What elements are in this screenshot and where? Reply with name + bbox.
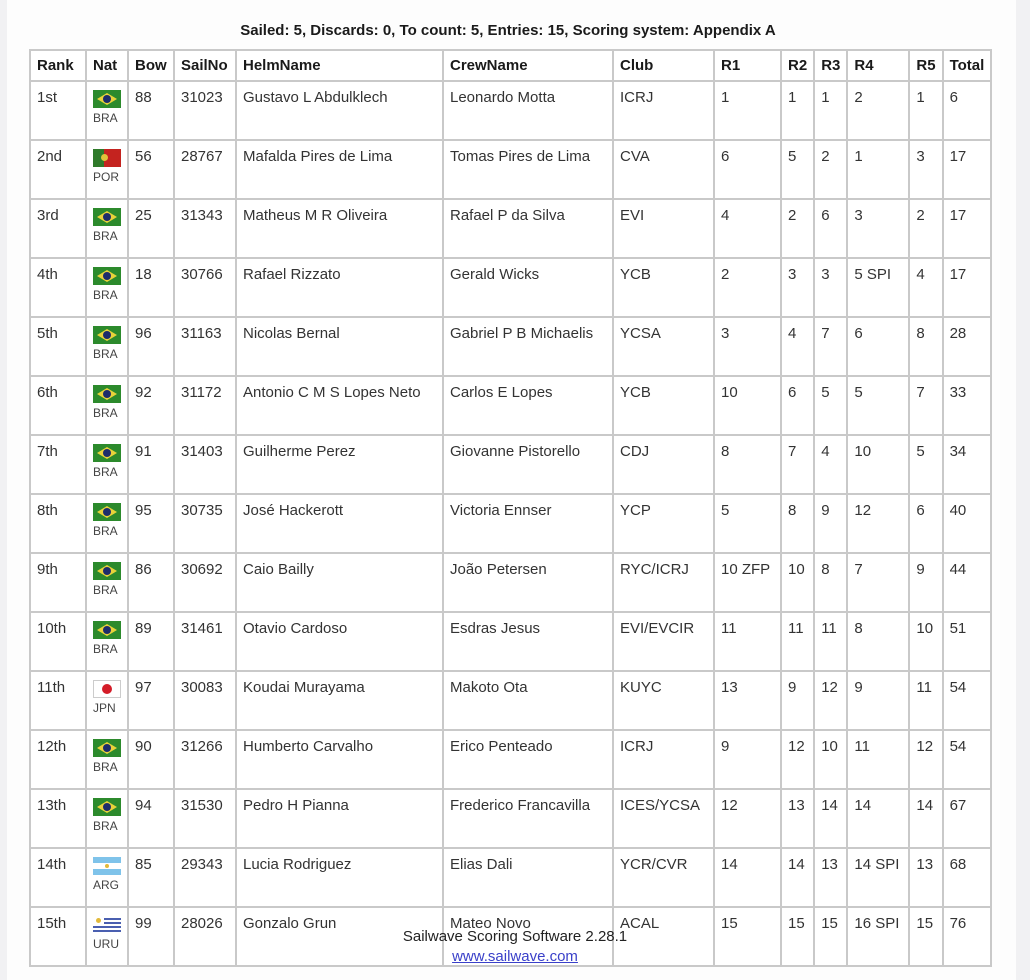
cell-r2: 13 (781, 789, 814, 848)
results-table (29, 49, 992, 967)
cell-sailno: 31403 (174, 435, 236, 494)
cell-r1: 12 (714, 789, 781, 848)
cell-r1: 1 (714, 81, 781, 140)
column-header-crewname: CrewName (443, 50, 613, 81)
cell-club: CDJ (613, 435, 714, 494)
cell-club: ICRJ (613, 81, 714, 140)
cell-r3: 3 (814, 258, 847, 317)
cell-sailno: 31461 (174, 612, 236, 671)
cell-bow: 56 (128, 140, 174, 199)
cell-crew: Esdras Jesus (443, 612, 613, 671)
cell-rank: 13th (30, 789, 86, 848)
cell-r1: 10 ZFP (714, 553, 781, 612)
table-row (30, 671, 991, 730)
cell-r3: 5 (814, 376, 847, 435)
cell-bow: 25 (128, 199, 174, 258)
cell-crew: Elias Dali (443, 848, 613, 907)
cell-crew: Rafael P da Silva (443, 199, 613, 258)
cell-helm: Gonzalo Grun (236, 907, 443, 966)
cell-crew: Victoria Ennser (443, 494, 613, 553)
cell-total: 34 (943, 435, 992, 494)
cell-r2: 11 (781, 612, 814, 671)
cell-helm: Pedro H Pianna (236, 789, 443, 848)
brazil-flag-icon (93, 385, 121, 403)
cell-rank: 8th (30, 494, 86, 553)
brazil-flag-icon (93, 621, 121, 639)
column-header-sailno: SailNo (174, 50, 236, 81)
cell-total: 51 (943, 612, 992, 671)
cell-r2: 15 (781, 907, 814, 966)
argentina-flag-icon (93, 857, 121, 875)
table-row (30, 81, 991, 140)
cell-rank: 15th (30, 907, 86, 966)
cell-total: 28 (943, 317, 992, 376)
cell-rank: 12th (30, 730, 86, 789)
cell-total: 76 (943, 907, 992, 966)
column-header-r1: R1 (714, 50, 781, 81)
portugal-flag-icon (93, 149, 121, 167)
cell-crew: Makoto Ota (443, 671, 613, 730)
nation-code: BRA (93, 760, 118, 774)
cell-rank: 6th (30, 376, 86, 435)
cell-r3: 13 (814, 848, 847, 907)
cell-r2: 4 (781, 317, 814, 376)
nation-code: POR (93, 170, 120, 184)
cell-r5: 1 (909, 81, 942, 140)
column-header-total: Total (943, 50, 992, 81)
cell-helm: Antonio C M S Lopes Neto (236, 376, 443, 435)
cell-crew: Giovanne Pistorello (443, 435, 613, 494)
cell-helm: Caio Bailly (236, 553, 443, 612)
cell-crew: Leonardo Motta (443, 81, 613, 140)
cell-r3: 8 (814, 553, 847, 612)
cell-nat (86, 494, 128, 553)
cell-r4: 7 (847, 553, 909, 612)
nation-code: BRA (93, 111, 118, 125)
cell-nat (86, 81, 128, 140)
regatta-summary: Sailed: 5, Discards: 0, To count: 5, Entries: 15, Scoring system: Appendix A (240, 22, 776, 39)
cell-r4: 2 (847, 81, 909, 140)
column-header-helmname: HelmName (236, 50, 443, 81)
cell-helm: Matheus M R Oliveira (236, 199, 443, 258)
cell-r5: 8 (909, 317, 942, 376)
cell-bow: 99 (128, 907, 174, 966)
cell-r2: 3 (781, 258, 814, 317)
cell-r2: 7 (781, 435, 814, 494)
nation-code: ARG (93, 878, 120, 892)
cell-r5: 11 (909, 671, 942, 730)
brazil-flag-icon (93, 208, 121, 226)
cell-nat (86, 376, 128, 435)
cell-r5: 10 (909, 612, 942, 671)
cell-r4: 6 (847, 317, 909, 376)
cell-bow: 92 (128, 376, 174, 435)
cell-total: 6 (943, 81, 992, 140)
cell-r2: 1 (781, 81, 814, 140)
cell-bow: 90 (128, 730, 174, 789)
nation-code: BRA (93, 524, 118, 538)
table-row (30, 848, 991, 907)
cell-r5: 5 (909, 435, 942, 494)
cell-nat (86, 848, 128, 907)
cell-r5: 12 (909, 730, 942, 789)
nation-code: BRA (93, 229, 118, 243)
cell-r2: 2 (781, 199, 814, 258)
cell-bow: 88 (128, 81, 174, 140)
cell-helm: Humberto Carvalho (236, 730, 443, 789)
table-row (30, 140, 991, 199)
cell-crew: Frederico Francavilla (443, 789, 613, 848)
cell-r3: 11 (814, 612, 847, 671)
cell-sailno: 31163 (174, 317, 236, 376)
results-body (30, 81, 991, 966)
cell-nat (86, 258, 128, 317)
sailwave-link[interactable]: www.sailwave.com (452, 948, 578, 965)
cell-crew: Mateo Novo (443, 907, 613, 966)
cell-total: 17 (943, 199, 992, 258)
cell-bow: 18 (128, 258, 174, 317)
nation-code: BRA (93, 642, 118, 656)
nation-code: BRA (93, 288, 118, 302)
cell-nat (86, 612, 128, 671)
cell-r5: 9 (909, 553, 942, 612)
cell-nat (86, 317, 128, 376)
cell-r4: 14 (847, 789, 909, 848)
cell-bow: 94 (128, 789, 174, 848)
table-row (30, 199, 991, 258)
cell-r1: 4 (714, 199, 781, 258)
nation-code: BRA (93, 465, 118, 479)
cell-rank: 2nd (30, 140, 86, 199)
cell-r2: 14 (781, 848, 814, 907)
nation-code: BRA (93, 347, 118, 361)
cell-club: YCB (613, 258, 714, 317)
cell-crew: Carlos E Lopes (443, 376, 613, 435)
cell-total: 17 (943, 140, 992, 199)
cell-r4: 1 (847, 140, 909, 199)
cell-helm: Lucia Rodriguez (236, 848, 443, 907)
table-row (30, 789, 991, 848)
cell-bow: 89 (128, 612, 174, 671)
cell-total: 44 (943, 553, 992, 612)
cell-rank: 9th (30, 553, 86, 612)
cell-helm: Nicolas Bernal (236, 317, 443, 376)
cell-rank: 11th (30, 671, 86, 730)
cell-nat (86, 730, 128, 789)
cell-r4: 9 (847, 671, 909, 730)
cell-r4: 12 (847, 494, 909, 553)
cell-r4: 10 (847, 435, 909, 494)
cell-r4: 16 SPI (847, 907, 909, 966)
column-header-r5: R5 (909, 50, 942, 81)
cell-sailno: 30735 (174, 494, 236, 553)
cell-crew: João Petersen (443, 553, 613, 612)
cell-helm: Koudai Murayama (236, 671, 443, 730)
cell-sailno: 31343 (174, 199, 236, 258)
cell-r4: 8 (847, 612, 909, 671)
cell-sailno: 30692 (174, 553, 236, 612)
table-row (30, 435, 991, 494)
table-row (30, 317, 991, 376)
cell-sailno: 31172 (174, 376, 236, 435)
cell-r3: 12 (814, 671, 847, 730)
cell-r5: 6 (909, 494, 942, 553)
cell-rank: 4th (30, 258, 86, 317)
brazil-flag-icon (93, 739, 121, 757)
cell-nat (86, 140, 128, 199)
cell-rank: 14th (30, 848, 86, 907)
cell-sailno: 30083 (174, 671, 236, 730)
cell-bow: 97 (128, 671, 174, 730)
cell-crew: Gerald Wicks (443, 258, 613, 317)
cell-r2: 12 (781, 730, 814, 789)
cell-sailno: 30766 (174, 258, 236, 317)
cell-club: CVA (613, 140, 714, 199)
cell-r3: 10 (814, 730, 847, 789)
software-credit: Sailwave Scoring Software 2.28.1 (402, 928, 628, 945)
cell-r2: 6 (781, 376, 814, 435)
cell-total: 40 (943, 494, 992, 553)
column-header-bow: Bow (128, 50, 174, 81)
cell-sailno: 31266 (174, 730, 236, 789)
nation-code: BRA (93, 819, 118, 833)
cell-r4: 5 (847, 376, 909, 435)
column-header-r4: R4 (847, 50, 909, 81)
cell-helm: José Hackerott (236, 494, 443, 553)
cell-nat (86, 671, 128, 730)
cell-r1: 10 (714, 376, 781, 435)
cell-r1: 3 (714, 317, 781, 376)
cell-helm: Otavio Cardoso (236, 612, 443, 671)
cell-r4: 5 SPI (847, 258, 909, 317)
cell-r1: 11 (714, 612, 781, 671)
cell-r5: 14 (909, 789, 942, 848)
cell-helm: Gustavo L Abdulklech (236, 81, 443, 140)
brazil-flag-icon (93, 326, 121, 344)
table-row (30, 553, 991, 612)
cell-r1: 2 (714, 258, 781, 317)
cell-r1: 13 (714, 671, 781, 730)
cell-nat (86, 553, 128, 612)
cell-sailno: 31023 (174, 81, 236, 140)
cell-helm: Mafalda Pires de Lima (236, 140, 443, 199)
column-header-r2: R2 (781, 50, 814, 81)
cell-r2: 5 (781, 140, 814, 199)
cell-sailno: 28026 (174, 907, 236, 966)
cell-r2: 10 (781, 553, 814, 612)
cell-club: YCP (613, 494, 714, 553)
cell-bow: 91 (128, 435, 174, 494)
cell-r3: 4 (814, 435, 847, 494)
cell-r5: 2 (909, 199, 942, 258)
table-row (30, 494, 991, 553)
column-header-club: Club (613, 50, 714, 81)
cell-r1: 8 (714, 435, 781, 494)
cell-rank: 1st (30, 81, 86, 140)
cell-helm: Rafael Rizzato (236, 258, 443, 317)
cell-club: YCR/CVR (613, 848, 714, 907)
brazil-flag-icon (93, 444, 121, 462)
cell-r4: 14 SPI (847, 848, 909, 907)
cell-r5: 4 (909, 258, 942, 317)
brazil-flag-icon (93, 267, 121, 285)
cell-club: ACAL (613, 907, 714, 966)
column-header-rank: Rank (30, 50, 86, 81)
cell-total: 67 (943, 789, 992, 848)
header-row (30, 50, 991, 81)
brazil-flag-icon (93, 503, 121, 521)
cell-club: RYC/ICRJ (613, 553, 714, 612)
cell-nat (86, 789, 128, 848)
cell-club: KUYC (613, 671, 714, 730)
cell-helm: Guilherme Perez (236, 435, 443, 494)
cell-r1: 9 (714, 730, 781, 789)
cell-sailno: 31530 (174, 789, 236, 848)
cell-nat (86, 199, 128, 258)
cell-r5: 3 (909, 140, 942, 199)
brazil-flag-icon (93, 90, 121, 108)
cell-total: 33 (943, 376, 992, 435)
cell-sailno: 28767 (174, 140, 236, 199)
cell-club: YCB (613, 376, 714, 435)
brazil-flag-icon (93, 562, 121, 580)
cell-rank: 10th (30, 612, 86, 671)
cell-r3: 6 (814, 199, 847, 258)
cell-rank: 5th (30, 317, 86, 376)
table-row (30, 258, 991, 317)
cell-club: EVI (613, 199, 714, 258)
cell-crew: Erico Penteado (443, 730, 613, 789)
table-row (30, 730, 991, 789)
cell-r1: 14 (714, 848, 781, 907)
cell-r1: 6 (714, 140, 781, 199)
cell-bow: 86 (128, 553, 174, 612)
cell-r3: 2 (814, 140, 847, 199)
nation-code: URU (93, 937, 119, 951)
cell-r5: 7 (909, 376, 942, 435)
cell-r3: 7 (814, 317, 847, 376)
cell-club: EVI/EVCIR (613, 612, 714, 671)
cell-r3: 15 (814, 907, 847, 966)
cell-r3: 14 (814, 789, 847, 848)
cell-r5: 13 (909, 848, 942, 907)
cell-total: 54 (943, 671, 992, 730)
cell-r2: 9 (781, 671, 814, 730)
cell-bow: 96 (128, 317, 174, 376)
cell-r2: 8 (781, 494, 814, 553)
cell-r3: 1 (814, 81, 847, 140)
column-header-nat: Nat (86, 50, 128, 81)
cell-crew: Gabriel P B Michaelis (443, 317, 613, 376)
cell-r3: 9 (814, 494, 847, 553)
cell-rank: 3rd (30, 199, 86, 258)
cell-total: 17 (943, 258, 992, 317)
brazil-flag-icon (93, 798, 121, 816)
table-row (30, 612, 991, 671)
nation-code: BRA (93, 583, 118, 597)
cell-r1: 15 (714, 907, 781, 966)
column-header-r3: R3 (814, 50, 847, 81)
table-row (30, 376, 991, 435)
cell-crew: Tomas Pires de Lima (443, 140, 613, 199)
cell-club: ICRJ (613, 730, 714, 789)
cell-total: 54 (943, 730, 992, 789)
cell-r4: 3 (847, 199, 909, 258)
cell-club: YCSA (613, 317, 714, 376)
cell-rank: 7th (30, 435, 86, 494)
cell-bow: 85 (128, 848, 174, 907)
cell-r5: 15 (909, 907, 942, 966)
nation-code: JPN (93, 701, 116, 715)
cell-bow: 95 (128, 494, 174, 553)
cell-r4: 11 (847, 730, 909, 789)
cell-sailno: 29343 (174, 848, 236, 907)
japan-flag-icon (93, 680, 121, 698)
cell-r1: 5 (714, 494, 781, 553)
cell-total: 68 (943, 848, 992, 907)
nation-code: BRA (93, 406, 118, 420)
cell-nat (86, 435, 128, 494)
cell-club: ICES/YCSA (613, 789, 714, 848)
